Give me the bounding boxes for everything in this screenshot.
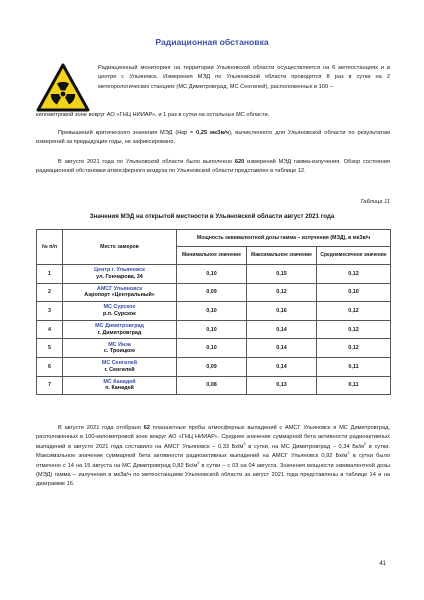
table-header-row	[37, 230, 391, 247]
cell-avg: 0,12	[317, 339, 391, 358]
station-name: МС Сурское	[103, 304, 136, 311]
sup-2: 2	[363, 440, 367, 446]
header-num: № п/п	[37, 230, 63, 265]
cell-avg: 0,11	[317, 357, 391, 376]
cell-avg: 0,12	[317, 320, 391, 339]
header-med-group: Мощность эквивалентной дозы гамма – излучения (МЭД), в мкЗв/ч	[177, 230, 391, 247]
paragraph-monitoring-cont: километровой зоне вокруг АО «ГНЦ НИИАР», и 1 раз в сутки на остальных МС области.	[36, 112, 270, 118]
p2-text-b: ), вычисленного для Ульяновской области по результатам измерений за предыдущие годы, не зафиксировано.	[36, 130, 391, 146]
table-row	[37, 283, 391, 302]
p2-text-a: Превышений критического значения МЭД (Нкр =	[58, 130, 197, 136]
cell-max: 0,14	[247, 339, 317, 358]
station-location: ул. Гончарова, 34	[96, 273, 143, 280]
p4-text-c: планшетные пробы атмосферных выпадений с АМСГ Ульяновск и МС Димитровград, расположенных в 100-километровой зоне вокруг АО «ГНЦ НИИАР». Среднее значение суммарной бета активности радиоактивных выпадений в августе 2021 года составило на АМСГ Ульяновск – 0,33 Бк/м	[36, 425, 390, 450]
p3-count: 620	[234, 159, 245, 165]
cell-place	[63, 302, 177, 321]
cell-min: 0,08	[177, 376, 247, 395]
cell-num: 7	[37, 376, 63, 395]
station-name: АМСГ Ульяновск	[96, 285, 143, 292]
cell-max: 0,12	[247, 283, 317, 302]
station-name: МС Сенгилей	[101, 360, 138, 367]
station-name: Центр г. Ульяновск	[94, 267, 145, 274]
header-max: Максимальное значение	[247, 247, 317, 265]
paragraph-deposition	[36, 424, 390, 490]
cell-max: 0,15	[247, 265, 317, 284]
cell-place	[63, 357, 177, 376]
cell-num: 1	[37, 265, 63, 284]
p4-text-g: в сутки – с 03 на 04 августа. Значения мощности эквивалентной дозы (МЭД) гамма – излучения в мкЗв/ч по метеостанциям Ульяновской области за август 2021 года представлены в таблице 14 и на диаграмме 16.	[36, 462, 390, 488]
table-row	[37, 320, 391, 339]
station-name: МС Канадей	[103, 378, 136, 385]
cell-max: 0,16	[247, 302, 317, 321]
cell-min: 0,09	[177, 283, 247, 302]
cell-avg: 0,12	[317, 265, 391, 284]
cell-num: 3	[37, 302, 63, 321]
cell-min: 0,10	[177, 265, 247, 284]
cell-max: 0,14	[247, 357, 317, 376]
cell-place	[63, 376, 177, 395]
table-row	[37, 302, 391, 321]
station-location: с. Троицкое	[103, 348, 136, 355]
station-location: р.п. Сурское	[102, 310, 137, 317]
table-caption: Значения МЭД на открытой местности в Ульяновской области август 2021 года	[89, 213, 335, 220]
p4-text-d: в сутки, на МС Димитровград – 0,34 Бк/м	[245, 443, 364, 450]
cell-place	[63, 320, 177, 339]
cell-place	[63, 265, 177, 284]
table-label: Таблица 11	[360, 199, 390, 205]
cell-place	[63, 283, 177, 302]
page-title: Радиационная обстановка	[155, 37, 269, 47]
sup-2: 2	[197, 459, 200, 465]
p3-text-b: измерений МЭД гамма-излучения. Обзор состояния радиационной обстановки атмосферного воздуха по Ульяновской области представлен в таблице 12.	[36, 159, 390, 175]
cell-avg: 0,11	[317, 376, 391, 395]
p4-text-f: в сутки было отмечено с 14 на 15 августа на МС Димитровград 0,82 Бк/м	[36, 453, 390, 469]
cell-min: 0,10	[177, 320, 247, 339]
table-row	[37, 357, 391, 376]
paragraph-monitoring: Радиационный мониторинг на территории Ульяновской области осуществляется на 6 метеостанциях и в центре г. Ульяновск. Измерения МЭД по Ульяновской области проводятся 8 раз в сутки на 2 метеорологических станциях (МС Димитровград, МС Сенгилей), расположенных в 100 –	[98, 65, 390, 90]
table-row	[37, 376, 391, 395]
station-location: п. Канадей	[105, 385, 134, 392]
cell-num: 4	[37, 320, 63, 339]
table-row	[37, 339, 391, 358]
station-location: г. Сенгилей	[104, 366, 135, 373]
cell-num: 2	[37, 283, 63, 302]
header-min: Минимальное значение	[177, 247, 247, 265]
paragraph-critical-value	[36, 129, 390, 148]
sup-2: 2	[243, 440, 246, 446]
header-avg: Среднемесячное значение	[317, 247, 391, 265]
station-location: Аэропорт «Центральный»	[84, 292, 155, 299]
station-name: МС Димитровград	[95, 322, 144, 329]
cell-min: 0,10	[177, 302, 247, 321]
p4-text-e: в сутки. Максимальное значение суммарной бета активности радиоактивных выпадений на АМСГ Ульяновск 0,92 Бк/м	[36, 443, 390, 460]
cell-place	[63, 339, 177, 358]
p4-samples-count: 62	[143, 425, 150, 431]
cell-avg: 0,10	[317, 283, 391, 302]
cell-avg: 0,12	[317, 302, 391, 321]
page-number: 41	[379, 561, 386, 567]
station-location: г. Димитровград	[97, 329, 142, 336]
cell-num: 6	[37, 357, 63, 376]
radiation-warning-icon	[36, 63, 90, 113]
p4-text-a: В августе 2021 года отобрано	[58, 425, 144, 431]
cell-max: 0,14	[247, 320, 317, 339]
cell-max: 0,13	[247, 376, 317, 395]
p2-critical-value: 0,25 мкЗв/ч	[196, 130, 229, 136]
med-table	[36, 229, 391, 395]
cell-min: 0,10	[177, 339, 247, 358]
station-name: МС Инза	[108, 341, 131, 348]
cell-min: 0,09	[177, 357, 247, 376]
table-row	[37, 265, 391, 284]
sup-2: 2	[347, 450, 350, 456]
paragraph-measurements	[36, 158, 390, 177]
header-place: Место замеров	[63, 230, 177, 265]
p3-text-a: В августе 2021 года по Ульяновской области было выполнено	[58, 159, 235, 165]
cell-num: 5	[37, 339, 63, 358]
